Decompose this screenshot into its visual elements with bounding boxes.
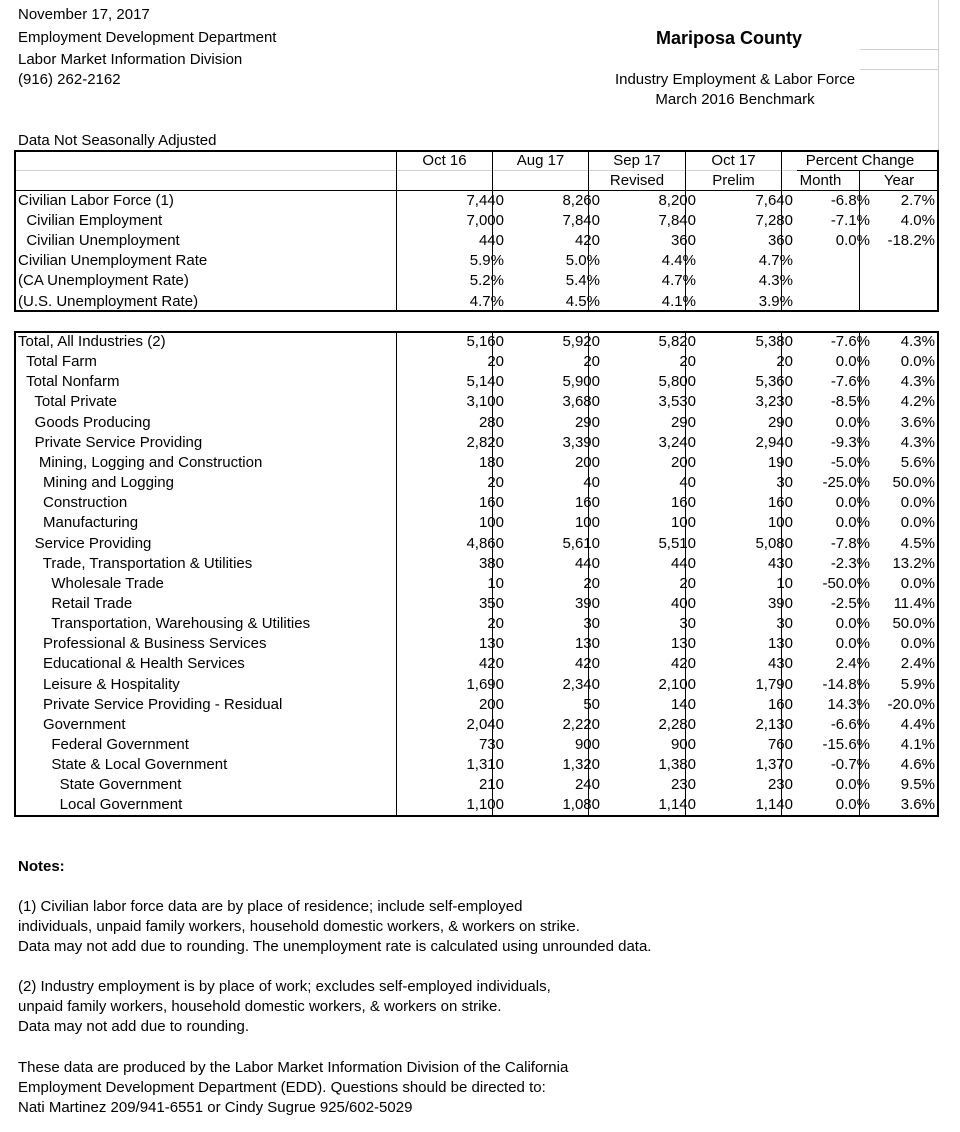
cell-oct17: 430 <box>767 655 793 673</box>
cell-aug17: 20 <box>583 353 600 371</box>
cell-oct17: 5,380 <box>755 333 793 350</box>
cell-oct16: 5.2% <box>469 272 504 290</box>
cell-sep17: 130 <box>670 635 696 653</box>
cell-month-change: 0.0% <box>835 776 870 794</box>
cell-oct17: 130 <box>767 635 793 653</box>
cell-oct17: 230 <box>767 776 793 794</box>
cell-oct17: 1,370 <box>755 756 793 774</box>
cell-oct16: 2,040 <box>466 715 504 733</box>
cell-month-change: -5.0% <box>830 453 870 471</box>
cell-year-change: 4.4% <box>900 715 935 733</box>
cell-sep17: 30 <box>679 615 696 633</box>
cell-sep17: 100 <box>670 514 696 532</box>
cell-oct17: 390 <box>767 594 793 612</box>
cell-year-change: 2.4% <box>900 655 935 673</box>
cell-oct17: 2,940 <box>755 433 793 451</box>
cell-year-change: 9.5% <box>900 776 935 794</box>
cell-aug17: 390 <box>574 594 600 612</box>
row-label: Government <box>18 715 126 733</box>
note-2-line-3: Data may not add due to rounding. <box>18 1018 249 1035</box>
cell-aug17: 2,340 <box>562 675 600 693</box>
cell-oct17: 100 <box>767 514 793 532</box>
cell-year-change: 4.2% <box>900 393 935 411</box>
row-label: Professional & Business Services <box>18 635 267 653</box>
cell-month-change: 0.0% <box>835 413 870 431</box>
cell-oct16: 7,000 <box>466 212 504 230</box>
cell-aug17: 4.5% <box>565 292 600 310</box>
row-label: Federal Government <box>18 736 189 753</box>
row-label: Retail Trade <box>18 594 133 612</box>
faint-gridline <box>16 170 396 171</box>
table-row <box>14 594 938 614</box>
table-row <box>14 372 938 392</box>
cell-year-change: 50.0% <box>892 615 935 633</box>
cell-sep17: 400 <box>670 594 696 612</box>
row-label: Civilian Labor Force (1) <box>18 192 174 209</box>
cell-month-change: -2.5% <box>830 594 870 612</box>
cell-sep17: 4.1% <box>661 292 696 310</box>
table-row <box>14 715 938 735</box>
adjustment-note: Data Not Seasonally Adjusted <box>18 132 217 149</box>
cell-oct16: 20 <box>487 615 504 633</box>
table-row <box>14 554 938 574</box>
cell-oct16: 1,310 <box>466 756 504 774</box>
cell-oct16: 380 <box>478 554 504 572</box>
table-row <box>14 634 938 654</box>
cell-oct16: 10 <box>487 574 504 592</box>
cell-aug17: 200 <box>574 453 600 471</box>
cell-oct17: 3,230 <box>755 393 793 411</box>
cell-oct17: 190 <box>767 453 793 471</box>
note-2-line-2: unpaid family workers, household domestic workers, & workers on strike. <box>18 998 502 1015</box>
cell-month-change: 0.0% <box>835 615 870 633</box>
row-label: Wholesale Trade <box>18 574 164 592</box>
col-header-sep17: Sep 17 <box>613 152 661 169</box>
table-row <box>14 493 938 513</box>
cell-month-change: -7.8% <box>830 534 870 552</box>
cell-aug17: 1,080 <box>562 796 600 814</box>
row-label: State Government <box>18 776 182 794</box>
cell-aug17: 290 <box>574 413 600 431</box>
cell-oct16: 280 <box>478 413 504 431</box>
cell-oct17: 290 <box>767 413 793 431</box>
cell-month-change: -0.7% <box>830 756 870 774</box>
note-1-line-2: individuals, unpaid family workers, household domestic workers, & workers on strike. <box>18 918 580 935</box>
cell-sep17: 900 <box>670 736 696 753</box>
table-row <box>14 695 938 715</box>
cell-oct16: 1,690 <box>466 675 504 693</box>
table-row <box>14 755 938 775</box>
col-subheader-prelim: Prelim <box>712 172 755 189</box>
cell-sep17: 5,510 <box>658 534 696 552</box>
row-label: Manufacturing <box>18 514 139 532</box>
cell-oct16: 4.7% <box>469 292 504 310</box>
row-label: Mining and Logging <box>18 474 174 492</box>
cell-oct17: 4.3% <box>758 272 793 290</box>
cell-month-change: -8.5% <box>830 393 870 411</box>
col-header-aug17: Aug 17 <box>516 152 565 169</box>
cell-sep17: 140 <box>670 695 696 713</box>
cell-aug17: 5,610 <box>562 534 600 552</box>
cell-aug17: 50 <box>583 695 600 713</box>
row-label: Transportation, Warehousing & Utilities <box>18 615 311 633</box>
cell-sep17: 3,240 <box>658 433 696 451</box>
cell-aug17: 5.0% <box>565 252 600 270</box>
row-label: Total Farm <box>18 353 97 371</box>
cell-year-change: 4.1% <box>900 736 935 753</box>
cell-oct17: 360 <box>767 232 793 250</box>
benchmark-label: March 2016 Benchmark <box>655 91 815 108</box>
cell-aug17: 40 <box>583 474 600 492</box>
table-row <box>14 251 938 271</box>
cell-oct16: 210 <box>478 776 504 794</box>
table-row <box>14 271 938 291</box>
table-row <box>14 211 938 231</box>
table-row <box>14 795 938 815</box>
table-row <box>14 513 938 533</box>
cell-aug17: 240 <box>574 776 600 794</box>
table-row <box>14 413 938 433</box>
col-subheader-year: Year <box>883 172 915 189</box>
cell-sep17: 5,800 <box>658 373 696 391</box>
cell-sep17: 200 <box>670 453 696 471</box>
cell-month-change: 0.0% <box>835 494 870 512</box>
cell-month-change: -50.0% <box>822 574 870 592</box>
table-row <box>14 654 938 674</box>
cell-aug17: 100 <box>574 514 600 532</box>
table-row <box>14 675 938 695</box>
cell-month-change: 0.0% <box>835 353 870 371</box>
cell-month-change: -14.8% <box>822 675 870 693</box>
table-row <box>14 231 938 251</box>
cell-aug17: 30 <box>583 615 600 633</box>
cell-sep17: 160 <box>670 494 696 512</box>
row-label: (U.S. Unemployment Rate) <box>18 292 199 310</box>
cell-sep17: 20 <box>679 353 696 371</box>
cell-sep17: 1,380 <box>658 756 696 774</box>
cell-month-change: -7.1% <box>830 212 870 230</box>
cell-oct17: 30 <box>776 474 793 492</box>
cell-year-change: 13.2% <box>892 554 935 572</box>
row-label: Trade, Transportation & Utilities <box>18 554 253 572</box>
cell-sep17: 3,530 <box>658 393 696 411</box>
cell-oct16: 5.9% <box>469 252 504 270</box>
cell-sep17: 230 <box>670 776 696 794</box>
cell-month-change: 0.0% <box>835 635 870 653</box>
cell-oct16: 160 <box>478 494 504 512</box>
faint-gridline <box>860 69 938 70</box>
col-subheader-revised: Revised <box>609 172 665 189</box>
row-label: Civilian Employment <box>18 212 163 230</box>
row-label: Total Nonfarm <box>18 373 120 391</box>
cell-year-change: 4.5% <box>900 534 935 552</box>
cell-sep17: 20 <box>679 574 696 592</box>
cell-sep17: 420 <box>670 655 696 673</box>
cell-oct17: 30 <box>776 615 793 633</box>
cell-aug17: 3,390 <box>562 433 600 451</box>
cell-oct17: 760 <box>767 736 793 753</box>
cell-oct16: 420 <box>478 655 504 673</box>
cell-sep17: 8,200 <box>658 192 696 209</box>
cell-oct16: 7,440 <box>466 192 504 209</box>
cell-oct17: 7,640 <box>755 192 793 209</box>
cell-oct16: 5,160 <box>466 333 504 350</box>
cell-year-change: 3.6% <box>900 796 935 814</box>
cell-year-change: 0.0% <box>900 574 935 592</box>
note-2-line-1: (2) Industry employment is by place of work; excludes self-employed individuals, <box>18 978 551 995</box>
cell-month-change: -25.0% <box>822 474 870 492</box>
cell-oct16: 5,140 <box>466 373 504 391</box>
cell-aug17: 130 <box>574 635 600 653</box>
phone-number: (916) 262-2162 <box>18 71 121 88</box>
table-row <box>14 453 938 473</box>
col-header-percent-change: Percent Change <box>805 152 915 169</box>
cell-oct17: 10 <box>776 574 793 592</box>
cell-aug17: 5,920 <box>562 333 600 350</box>
table-row <box>14 534 938 554</box>
cell-oct17: 20 <box>776 353 793 371</box>
cell-oct16: 350 <box>478 594 504 612</box>
cell-oct16: 100 <box>478 514 504 532</box>
cell-sep17: 4.7% <box>661 272 696 290</box>
cell-aug17: 20 <box>583 574 600 592</box>
table-row <box>14 614 938 634</box>
cell-oct17: 3.9% <box>758 292 793 310</box>
cell-oct17: 1,140 <box>755 796 793 814</box>
note-3-line-3: Nati Martinez 209/941-6551 or Cindy Sugrue 925/602-5029 <box>18 1099 413 1116</box>
notes-heading: Notes: <box>18 858 65 875</box>
cell-aug17: 900 <box>574 736 600 753</box>
cell-oct17: 160 <box>767 695 793 713</box>
faint-gridline <box>938 0 939 150</box>
table-row <box>14 392 938 412</box>
cell-sep17: 440 <box>670 554 696 572</box>
cell-oct17: 7,280 <box>755 212 793 230</box>
note-1-line-3: Data may not add due to rounding. The unemployment rate is calculated using unrounded data. <box>18 938 652 955</box>
department-name: Employment Development Department <box>18 29 277 46</box>
cell-aug17: 3,680 <box>562 393 600 411</box>
row-label: (CA Unemployment Rate) <box>18 272 189 290</box>
row-label: Total Private <box>18 393 117 411</box>
faint-gridline <box>860 49 938 50</box>
cell-oct16: 1,100 <box>466 796 504 814</box>
cell-year-change: 4.3% <box>900 333 935 350</box>
cell-sep17: 2,100 <box>658 675 696 693</box>
cell-month-change: 0.0% <box>835 514 870 532</box>
cell-month-change: -6.8% <box>830 192 870 209</box>
cell-year-change: 4.6% <box>900 756 935 774</box>
division-name: Labor Market Information Division <box>18 51 243 68</box>
col-header-oct16: Oct 16 <box>422 152 467 169</box>
cell-oct17: 5,080 <box>755 534 793 552</box>
row-label: Mining, Logging and Construction <box>18 453 263 471</box>
table-row <box>14 332 938 352</box>
cell-aug17: 7,840 <box>562 212 600 230</box>
table-row <box>14 473 938 493</box>
cell-oct17: 1,790 <box>755 675 793 693</box>
row-label: Leisure & Hospitality <box>18 675 180 693</box>
table-row <box>14 292 938 312</box>
report-title: Industry Employment & Labor Force <box>614 71 856 88</box>
cell-month-change: -6.6% <box>830 715 870 733</box>
row-label: Goods Producing <box>18 413 151 431</box>
row-label: Service Providing <box>18 534 152 552</box>
cell-year-change: 0.0% <box>900 514 935 532</box>
cell-sep17: 40 <box>679 474 696 492</box>
note-3-line-2: Employment Development Department (EDD). Questions should be directed to: <box>18 1079 546 1096</box>
cell-oct16: 730 <box>478 736 504 753</box>
cell-year-change: 5.6% <box>900 453 935 471</box>
row-label: Local Government <box>18 796 183 814</box>
cell-oct17: 160 <box>767 494 793 512</box>
cell-oct16: 130 <box>478 635 504 653</box>
row-label: Private Service Providing <box>18 433 203 451</box>
cell-oct16: 440 <box>478 232 504 250</box>
cell-oct16: 2,820 <box>466 433 504 451</box>
cell-year-change: 0.0% <box>900 635 935 653</box>
row-label: Total, All Industries (2) <box>18 333 166 350</box>
cell-oct16: 20 <box>487 474 504 492</box>
cell-year-change: 4.3% <box>900 433 935 451</box>
table-row <box>14 191 938 211</box>
row-label: Private Service Providing - Residual <box>18 695 283 713</box>
report-date: November 17, 2017 <box>18 6 150 23</box>
cell-year-change: 0.0% <box>900 353 935 371</box>
cell-aug17: 8,260 <box>562 192 600 209</box>
cell-year-change: 50.0% <box>892 474 935 492</box>
cell-month-change: -2.3% <box>830 554 870 572</box>
cell-oct16: 180 <box>478 453 504 471</box>
cell-aug17: 420 <box>574 655 600 673</box>
cell-year-change: 4.0% <box>900 212 935 230</box>
cell-aug17: 1,320 <box>562 756 600 774</box>
cell-year-change: 2.7% <box>900 192 935 209</box>
table-row <box>14 735 938 755</box>
cell-month-change: -9.3% <box>830 433 870 451</box>
cell-oct17: 2,130 <box>755 715 793 733</box>
cell-sep17: 1,140 <box>658 796 696 814</box>
note-3-line-1: These data are produced by the Labor Market Information Division of the California <box>18 1059 569 1076</box>
cell-sep17: 7,840 <box>658 212 696 230</box>
table-row <box>14 352 938 372</box>
cell-aug17: 2,220 <box>562 715 600 733</box>
row-label: Civilian Unemployment <box>18 232 180 250</box>
cell-oct16: 200 <box>478 695 504 713</box>
row-label: Civilian Unemployment Rate <box>18 252 208 270</box>
cell-year-change: 5.9% <box>900 675 935 693</box>
cell-month-change: -7.6% <box>830 333 870 350</box>
cell-oct17: 430 <box>767 554 793 572</box>
cell-month-change: -7.6% <box>830 373 870 391</box>
cell-month-change: 2.4% <box>835 655 870 673</box>
col-header-oct17: Oct 17 <box>711 152 756 169</box>
table-row <box>14 433 938 453</box>
cell-oct17: 5,360 <box>755 373 793 391</box>
cell-aug17: 420 <box>574 232 600 250</box>
note-1-line-1: (1) Civilian labor force data are by place of residence; include self-employed <box>18 898 523 915</box>
county-title: Mariposa County <box>656 28 803 48</box>
cell-oct16: 3,100 <box>466 393 504 411</box>
cell-year-change: -20.0% <box>887 695 935 713</box>
row-label: Construction <box>18 494 128 512</box>
cell-month-change: 14.3% <box>827 695 870 713</box>
row-label: State & Local Government <box>18 756 228 774</box>
cell-oct16: 4,860 <box>466 534 504 552</box>
cell-year-change: 4.3% <box>900 373 935 391</box>
col-subheader-month: Month <box>799 172 842 189</box>
row-label: Educational & Health Services <box>18 655 245 673</box>
cell-aug17: 5.4% <box>565 272 600 290</box>
cell-year-change: 3.6% <box>900 413 935 431</box>
cell-year-change: 0.0% <box>900 494 935 512</box>
cell-month-change: 0.0% <box>835 796 870 814</box>
cell-aug17: 440 <box>574 554 600 572</box>
cell-year-change: 11.4% <box>893 594 935 612</box>
table-row <box>14 574 938 594</box>
cell-aug17: 160 <box>574 494 600 512</box>
table-row <box>14 775 938 795</box>
cell-oct16: 20 <box>487 353 504 371</box>
cell-month-change: 0.0% <box>835 232 870 250</box>
cell-year-change: -18.2% <box>887 232 935 250</box>
cell-oct17: 4.7% <box>758 252 793 270</box>
cell-month-change: -15.6% <box>822 736 870 753</box>
cell-aug17: 5,900 <box>562 373 600 391</box>
cell-sep17: 5,820 <box>658 333 696 350</box>
cell-sep17: 4.4% <box>661 252 696 270</box>
cell-sep17: 2,280 <box>658 715 696 733</box>
cell-sep17: 360 <box>670 232 696 250</box>
cell-sep17: 290 <box>670 413 696 431</box>
